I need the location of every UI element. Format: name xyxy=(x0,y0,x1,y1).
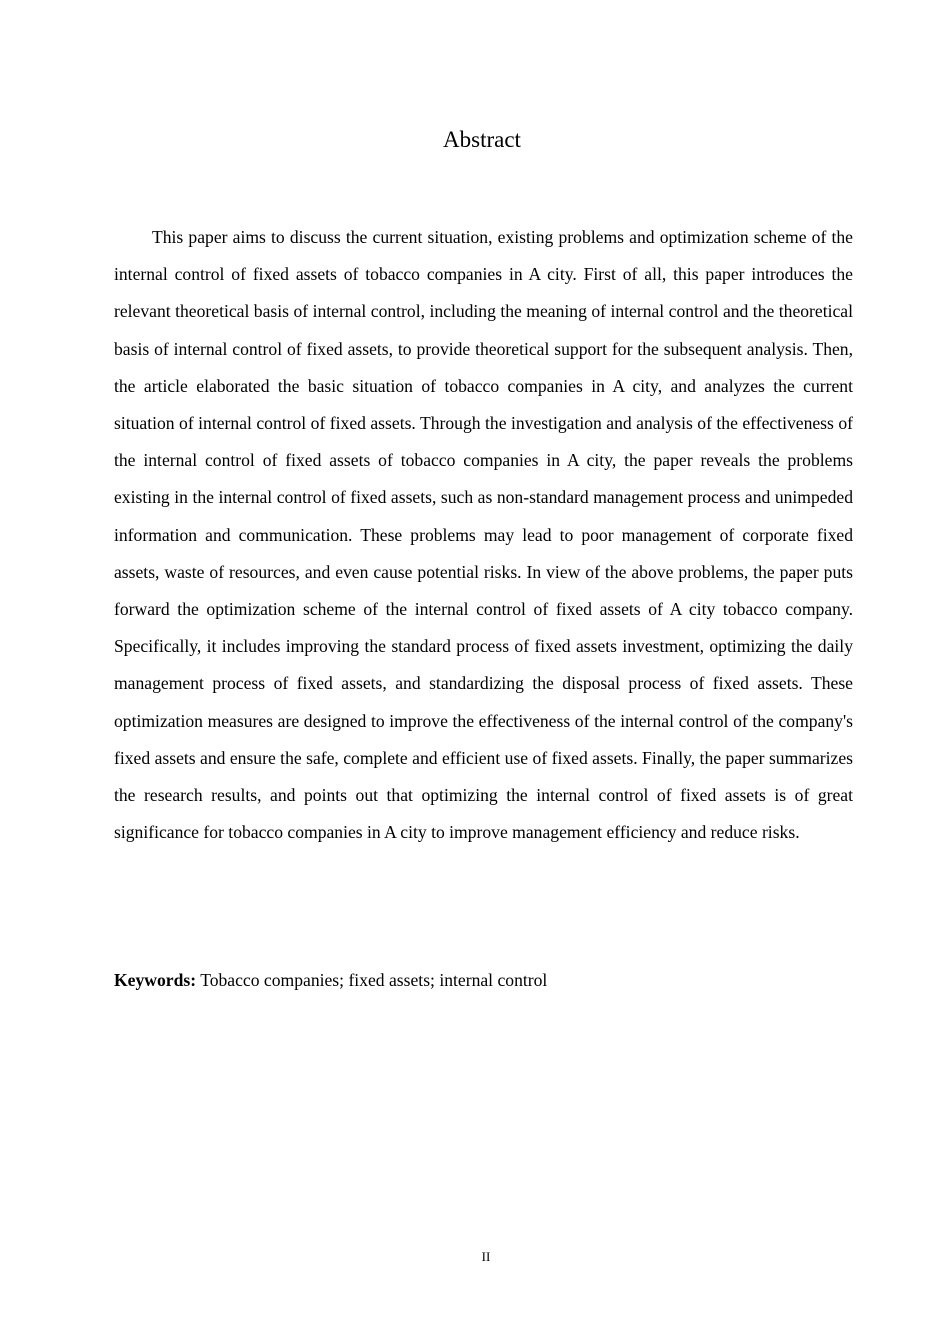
page-number: II xyxy=(481,1249,491,1264)
keywords-text: Tobacco companies; fixed assets; internal control xyxy=(200,970,548,990)
keywords-line xyxy=(114,966,853,994)
abstract-title: Abstract xyxy=(443,127,521,152)
abstract-paragraph: This paper aims to discuss the current situation, existing problems and optimization scheme of the internal control of fixed assets of tobacco companies in A city. First of all, this paper introduces the relevant theoretical basis of internal control, including the meaning of internal control and the theoretical basis of internal control of fixed assets, to provide theoretical support for the subsequent analysis. Then, the article elaborated the basic situation of tobacco companies in A city, and analyzes the current situation of internal control of fixed assets. Through the investigation and analysis of the effectiveness of the internal control of fixed assets of tobacco companies in A city, the paper reveals the problems existing in the internal control of fixed assets, such as non-standard management process and unimpeded information and communication. These problems may lead to poor management of corporate fixed assets, waste of resources, and even cause potential risks. In view of the above problems, the paper puts forward the optimization scheme of the internal control of fixed assets of A city tobacco company. Specifically, it includes improving the standard process of fixed assets investment, optimizing the daily management process of fixed assets, and standardizing the disposal process of fixed assets. These optimization measures are designed to improve the effectiveness of the internal control of the company's fixed assets and ensure the safe, complete and efficient use of fixed assets. Finally, the paper summarizes the research results, and points out that optimizing the internal control of fixed assets is of great significance for tobacco companies in A city to improve management efficiency and reduce risks. xyxy=(114,227,853,843)
keywords-label: Keywords: xyxy=(114,970,197,990)
